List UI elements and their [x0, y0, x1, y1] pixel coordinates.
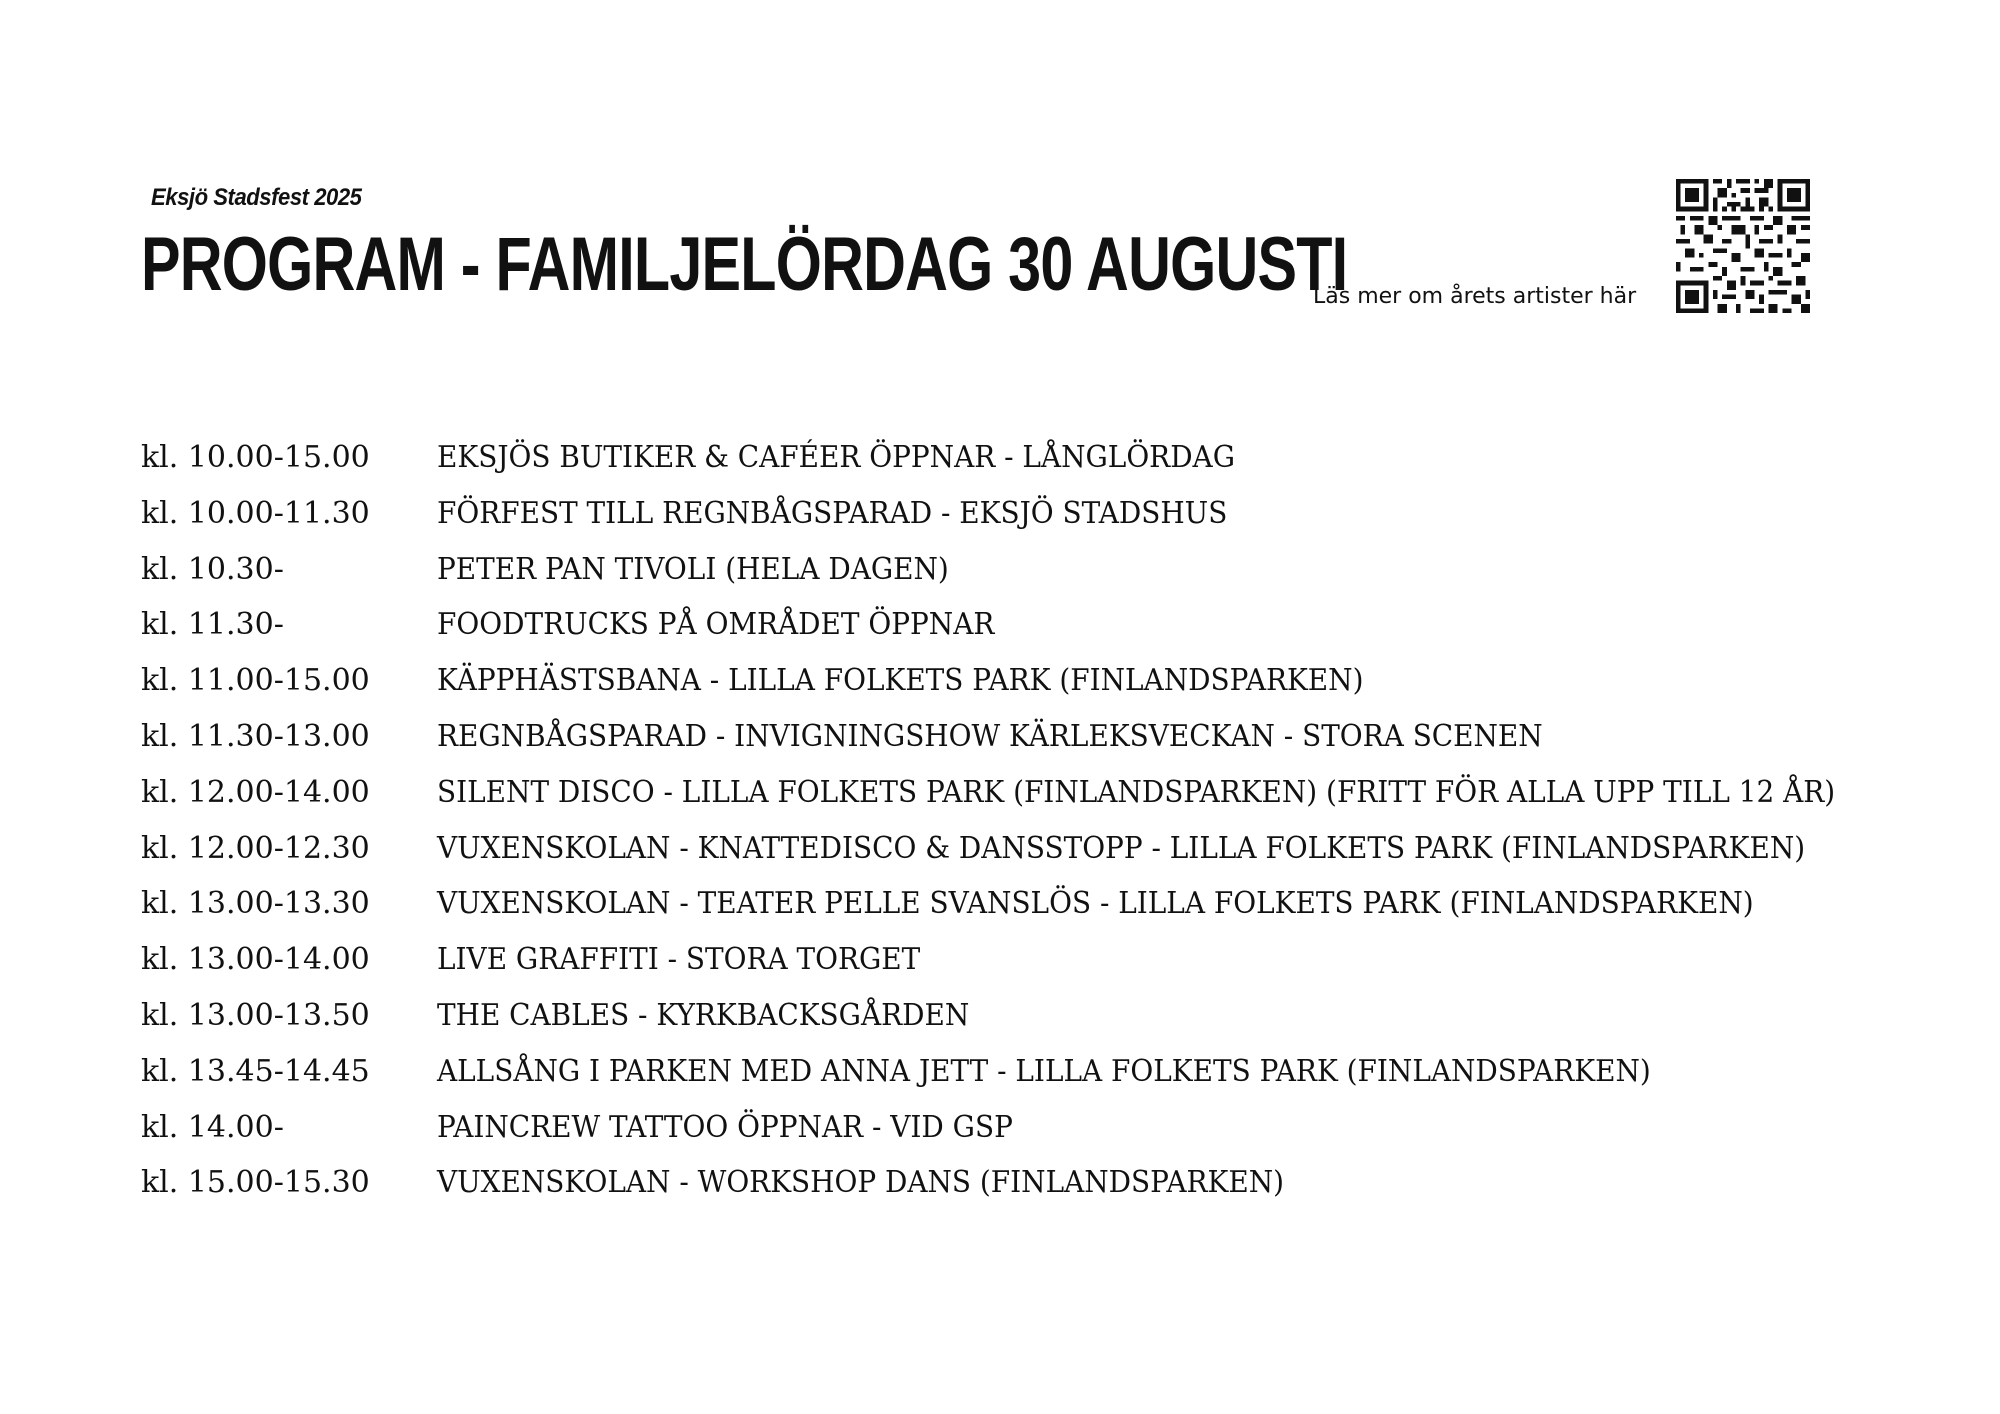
schedule-row	[141, 709, 1961, 765]
schedule-time: kl. 11.30-	[141, 607, 284, 643]
schedule-event: LIVE GRAFFITI - STORA TORGET	[437, 942, 921, 978]
schedule-row	[141, 988, 1961, 1044]
page-title: PROGRAM - FAMILJELÖRDAG 30 AUGUSTI	[141, 222, 1348, 307]
schedule-time: kl. 11.00-15.00	[141, 663, 370, 699]
schedule-row	[141, 542, 1961, 598]
schedule-row	[141, 1044, 1961, 1100]
schedule-time: kl. 15.00-15.30	[141, 1165, 370, 1201]
schedule-event: SILENT DISCO - LILLA FOLKETS PARK (FINLANDSPARKEN) (FRITT FÖR ALLA UPP TILL 12 ÅR)	[437, 774, 1836, 810]
schedule-row	[141, 1100, 1961, 1156]
schedule-time: kl. 13.00-14.00	[141, 942, 370, 978]
schedule-row	[141, 486, 1961, 542]
schedule-event: ALLSÅNG I PARKEN MED ANNA JETT - LILLA FOLKETS PARK (FINLANDSPARKEN)	[437, 1053, 1651, 1089]
schedule-event: KÄPPHÄSTSBANA - LILLA FOLKETS PARK (FINLANDSPARKEN)	[437, 663, 1364, 699]
schedule-event: PETER PAN TIVOLI (HELA DAGEN)	[437, 551, 949, 587]
schedule-event: FOODTRUCKS PÅ OMRÅDET ÖPPNAR	[437, 607, 995, 643]
schedule-time: kl. 10.00-15.00	[141, 440, 370, 475]
schedule-row	[141, 597, 1961, 653]
schedule-time: kl. 11.30-13.00	[141, 718, 370, 754]
schedule-row	[141, 653, 1961, 709]
schedule-time: kl. 12.00-14.00	[141, 774, 370, 810]
schedule-time: kl. 12.00-12.30	[141, 830, 370, 866]
schedule-time: kl. 13.45-14.45	[141, 1053, 370, 1089]
schedule-time: kl. 14.00-	[141, 1109, 284, 1145]
schedule-row	[141, 430, 1961, 486]
schedule-event: VUXENSKOLAN - TEATER PELLE SVANSLÖS - LILLA FOLKETS PARK (FINLANDSPARKEN)	[437, 886, 1754, 922]
qr-code-icon[interactable]	[1676, 179, 1810, 313]
schedule-time: kl. 10.30-	[141, 551, 284, 587]
schedule-time: kl. 10.00-11.30	[141, 495, 370, 531]
schedule-time: kl. 13.00-13.50	[141, 997, 370, 1033]
schedule-event: VUXENSKOLAN - KNATTEDISCO & DANSSTOPP - LILLA FOLKETS PARK (FINLANDSPARKEN)	[437, 830, 1806, 866]
schedule-event: EKSJÖS BUTIKER & CAFÉER ÖPPNAR - LÅNGLÖRDAG	[437, 440, 1235, 475]
schedule-row	[141, 821, 1961, 877]
schedule-event: FÖRFEST TILL REGNBÅGSPARAD - EKSJÖ STADSHUS	[437, 495, 1228, 531]
schedule-event: THE CABLES - KYRKBACKSGÅRDEN	[437, 997, 970, 1033]
schedule-list	[141, 430, 1961, 1211]
schedule-event: PAINCREW TATTOO ÖPPNAR - VID GSP	[437, 1109, 1013, 1145]
schedule-row	[141, 1155, 1961, 1211]
qr-caption: Läs mer om årets artister här	[1313, 284, 1637, 309]
schedule-row	[141, 765, 1961, 821]
schedule-event: REGNBÅGSPARAD - INVIGNINGSHOW KÄRLEKSVECKAN - STORA SCENEN	[437, 718, 1543, 754]
schedule-row	[141, 876, 1961, 932]
schedule-row	[141, 932, 1961, 988]
schedule-time: kl. 13.00-13.30	[141, 886, 370, 922]
event-kicker: Eksjö Stadsfest 2025	[151, 184, 362, 211]
schedule-event: VUXENSKOLAN - WORKSHOP DANS (FINLANDSPARKEN)	[437, 1165, 1285, 1201]
